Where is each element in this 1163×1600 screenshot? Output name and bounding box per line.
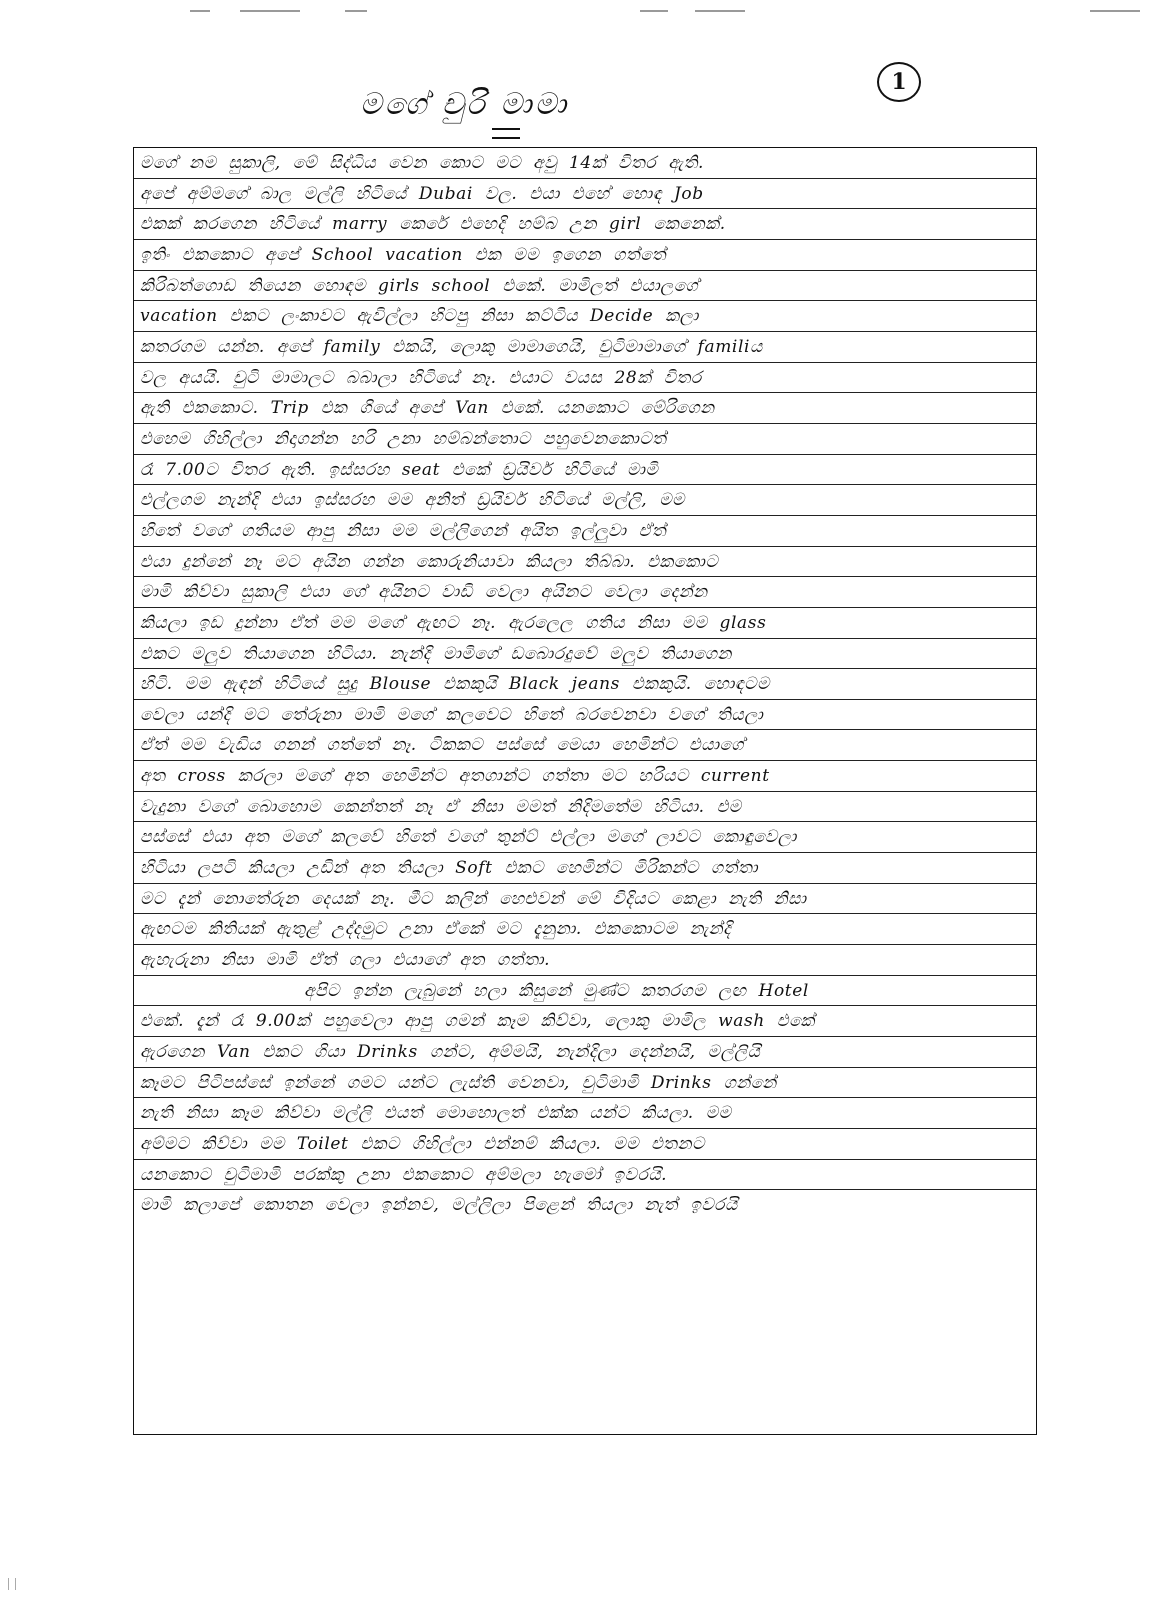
scan-corner-mark	[8, 1578, 16, 1590]
title-underline-mark	[492, 128, 520, 139]
text-line: නැති නිසා කෑම කිව්වා මල්ලි එයත් මොහොලත් එක්ක යන්ට කියලා. මම	[134, 1098, 1036, 1129]
text-line: එල්ලගම නැන්දි එයා ඉස්සරහ මම අනිත් ඩ්‍රයිවර් හිටියේ මල්ලි, මම	[134, 485, 1036, 516]
text-line: මට දැන් නොතේරුන දෙයක් නෑ. මීට කලින් හෙළුවන් මේ විදියට කෙළා නැති නිසා	[134, 884, 1036, 915]
text-line: අම්මට කිව්වා මම Toilet එකට ගිහිල්ලා එන්නම් කියලා. මම එතනට	[134, 1129, 1036, 1160]
text-line: ඉතිං එකකොට අපේ School vacation එක මම ඉගෙන ගත්තේ	[134, 240, 1036, 271]
text-line: කිරිබත්ගොඩ තියෙන හොඳම girls school එකේ. මාමිලත් එයාලගේ	[134, 271, 1036, 302]
text-line: අපේ අම්මගේ බාල මල්ලි හිටියේ Dubai වල. එයා එහේ හොඳ Job	[134, 179, 1036, 210]
text-line: ඇති එකකොට. Trip එක ගියේ අපේ Van එකේ. යනකොට මේරිගෙන	[134, 393, 1036, 424]
text-line: කතරගම යන්න. අපේ family එකයි, ලොකු මාමාගෙයි, චුටිමාමාගේ familiය	[134, 332, 1036, 363]
text-line: එකට මලුව තියාගෙන හිටියා. නැන්දි මාමිගේ ඩබොරදුවේ මලුව තියාගෙන	[134, 639, 1036, 670]
text-line: මාමි කිව්වා සුකාලි එයා ගේ අයිනට වාඩි වෙලා අයිනට වෙලා දෙන්න	[134, 577, 1036, 608]
text-line: මාමි කලාපේ කොතන වෙලා ඉන්නව, මල්ලිලා පිළෙන් තියලා නැත් ඉවරයි	[140, 1195, 738, 1216]
text-line: මගේ නම සුකාලි, මේ සිද්ධිය වෙන කොට මට අවු 14ක් විතර ඇති.	[134, 148, 1036, 179]
text-line: හිටියා ලපටි කියලා උඩින් අත තියලා Soft එකට හෙමින්ට මිරිකන්ට ගත්තා	[134, 853, 1036, 884]
text-line: යනකොට චුටිමාමි පරක්කු උනා එකකොට අම්මලා හැමෝ ඉවරයි.	[134, 1160, 1036, 1191]
text-line: වල අයයි. චුටි මාමාලට බබාලා හිටියේ නෑ. එයාට වයස 28ක් විතර	[134, 363, 1036, 394]
text-line: එකේ. දැන් රෑ 9.00ක් පහුවෙලා ආපු ගමන් කෑම කිව්වා, ලොකු මාමිල wash එකේ	[134, 1006, 1036, 1037]
text-line: ඇරගෙන Van එකට ගියා Drinks ගන්ට, අම්මයි, නැන්දිලා දෙන්නයි, මල්ලියි	[134, 1037, 1036, 1068]
text-line: හිතේ වගේ ගතියම ආපු නිසා මම මල්ලිගෙන් අයිත ඉල්ලුවා ඒත්	[134, 516, 1036, 547]
text-line: හිටි. මම ඇඳන් හිටියේ සුදු Blouse එකකුයි Black jeans එකකුයි. හොඳටම	[134, 669, 1036, 700]
text-line: ඒත් මම වැඩිය ගනන් ගත්තේ නෑ. ටිකකට පස්සේ මෙයා හෙමින්ට එයාගේ	[134, 730, 1036, 761]
text-line: එයා දුන්නේ නෑ මට අයින ගන්න කොරුනියාවා කියලා තිබ්බා. එකකොට	[134, 547, 1036, 578]
text-line: vacation එකට ලංකාවට ඇවිල්ලා හිටපු නිසා කට්ටිය Decide කලා	[134, 301, 1036, 332]
text-line: රෑ 7.00ට විතර ඇති. ඉස්සරහ seat එකේ ඩ්‍රයිවර් හිටියේ මාමි	[134, 455, 1036, 486]
text-line: වැදුනා වගේ බොහොම කෙන්තත් නෑ ඒ නිසා මමත් නිදිමතේම හිටියා. එම	[134, 792, 1036, 823]
text-line: කියලා ඉඩ දුන්නා ඒත් මම මගේ ඇඟට නෑ. ඇරලෙල ගතිය නිසා මම glass	[134, 608, 1036, 639]
page-title: මගේ චුරි මාමා	[360, 87, 570, 122]
scan-edge-marks	[0, 4, 1163, 24]
text-line: වෙලා යන්දි මට තේරුනා මාමි මගේ කලවෙට හිතේ බරවෙනවා වගේ තියලා	[134, 700, 1036, 731]
text-line: එහෙම ගිහිල්ලා නිදාගන්න හරි උනා හම්බන්තොට පහුවෙනකොටත්	[134, 424, 1036, 455]
text-line: ඇඟටම කිතියක් ඇතුළ් උද්දමුට උනා ඒකේ මට දැනුනා. එකකොටම නැන්දි	[134, 914, 1036, 945]
text-line: කෑමට පිටිපස්සේ ඉන්නේ ගමට යන්ට ලැස්ති වෙනවා, චුටිමාමි Drinks ගන්නේ	[134, 1068, 1036, 1099]
page-number-badge: 1	[877, 62, 921, 102]
text-line: එකක් කරගෙන හිටියේ marry කෙරේ එහෙදි හම්බ උන girl කෙනෙක්.	[134, 209, 1036, 240]
ruled-sheet	[133, 147, 1037, 1435]
text-line: පස්සේ එයා අත මගේ කලවේ හිතේ වගේ තුන්ට් එල්ලා මගේ ලාවට කොඳුවෙලා	[134, 822, 1036, 853]
text-line: ඇහැරුනා නිසා මාමි ඒත් ගලා එයාගේ අත ගත්තා.	[134, 945, 1036, 976]
text-line-paragraph-start: අපිට ඉන්න ලැබුනේ හලා කිසුනේ මුණ්ට කතරගම ලඟ Hotel	[134, 976, 1036, 1007]
text-line: අත cross කරලා මගේ අත හෙමින්ට අතගාන්ට ගත්තා මට හරියට current	[134, 761, 1036, 792]
